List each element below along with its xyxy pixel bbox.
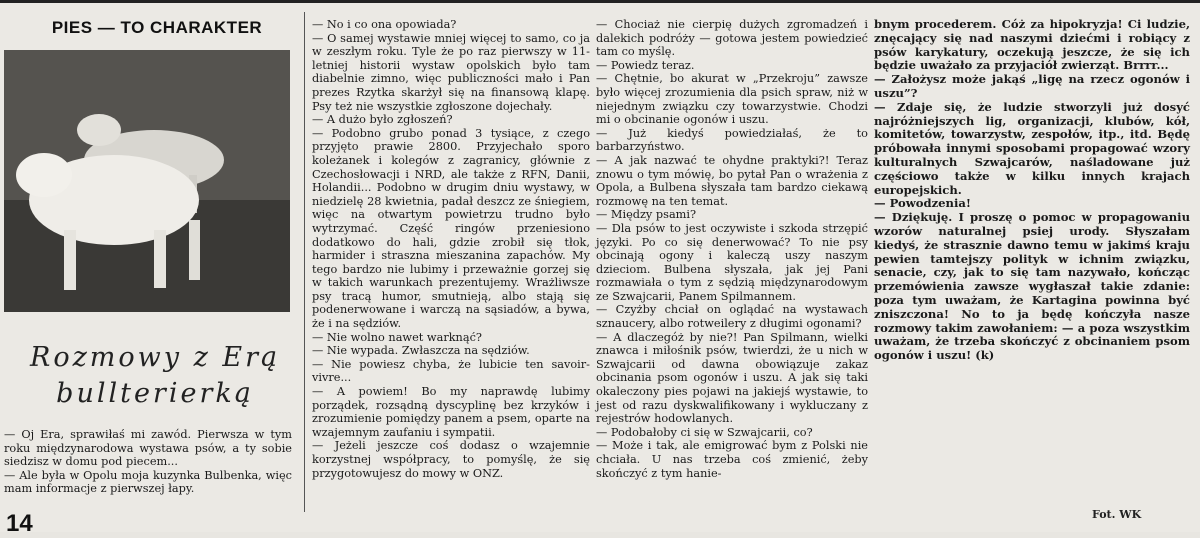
paragraph: — Podobno grubo ponad 3 tysiące, z czego przyjęto prawie 2800. Przyjechało sporo koleżanek i kolegów z zagranicy, głównie z Czechosłowacji i NRD, ale także z RFN, Danii, Holandii... Podobno w drugim dniu wystawy, w niedzielę 28 kwietnia, padał deszcz ze śniegiem, więc na otwartym powietrzu trudno było wytrzymać. Część ringów przeniesiono dodatkowo do hali, gdzie zrobił się tłok, harmider i straszna mieszanina zapachów. My tego bardzo nie lubimy i przeważnie gorzej się w takich warunkach prezentujemy. Wrażliwsze psy tracą humor, smutnieją, albo stają się podenerwowane i warczą na sąsiadów, a bywa, że i na sędziów. <box>312 126 590 331</box>
paragraph: — Dla psów to jest oczywiste i szkoda strzępić języki. Po co się denerwować? To nie psy obcinają ogony i kaleczą uszy naszym dzieciom. Bulbena słyszała, jak jej Pani rozmawiała o tym z sędzią międzynarodowym ze Szwajcarii, Panem Spilmannem. <box>596 221 868 303</box>
paragraph: — Nie wypada. Zwłaszcza na sędziów. <box>312 344 530 358</box>
paragraph: — O samej wystawie mniej więcej to samo, co ja w zeszłym roku. Tyle że po raz pierwszy w 11-letniej historii wystaw opolskich było tam diabelnie zimno, więc publiczności mało i Pan prezes Rzytka skarżył się na finansową klapę. Psy też nie wszystkie zgłoszone dojechały. <box>312 31 590 113</box>
article-title <box>30 340 280 412</box>
paragraph: — Podobałoby ci się w Szwajcarii, co? <box>596 425 813 439</box>
dog-head-front <box>16 153 72 197</box>
paragraph: — Dziękuję. I proszę o pomoc w propagowaniu wzorów naturalnej psiej urody. Słyszałam kiedyś, że strasznie dawno temu w jakimś kraju pewien tamtejszy polityk w ichnim związku, senacie, czy, jak to się tam nazywało, kończąc przemówienia zawsze wygłaszał takie zdanie: poza tym uważam, że Kartagina powinna być zniszczona! No to ja będę kończyła nasze rozmowy takim zawołaniem: — a poza wszystkim uważam, że trzeba skończyć z obcinaniem psom ogonów i uszu! (k) <box>874 210 1190 363</box>
paragraph: — Czyżby chciał on oglądać na wystawach sznaucery, albo rotweilery z długimi ogonami? <box>596 303 868 331</box>
paragraph: — Oj Era, sprawiłaś mi zawód. Pierwsza w tym roku międzynarodowa wystawa psów, a ty sobie siedzisz w domu pod piecem... <box>4 428 292 469</box>
paragraph: — A powiem! Bo my naprawdę lubimy porządek, rozsądną dyscyplinę bez krzyków i zrozumienie pomiędzy panem a psem, oparte na wzajemnym zaufaniu i sympatii. <box>312 385 590 439</box>
paragraph: — Między psami? <box>596 208 697 222</box>
article-headline: PIES — TO CHARAKTER <box>51 18 263 37</box>
paragraph: — Chociaż nie cierpię dużych zgromadzeń i dalekich podróży — gotowa jestem powiedzieć tam co myślę. <box>596 18 868 59</box>
paragraph: — Zdaje się, że ludzie stworzyli już dosyć najróżniejszych lig, organizacji, klubów, kół, komitetów, towarzystw, zespołów, itp., itd. Będę próbowała innymi sposobami propagować wzory kulturalnych Szwajcarów, naśladowane już częściowo także w kilku innych krajach europejskich. <box>874 99 1190 197</box>
top-rule <box>0 0 1200 3</box>
paragraph: — Już kiedyś powiedziałaś, że to barbarzyństwo. <box>596 126 868 154</box>
paragraph: — Powiedz teraz. <box>596 58 695 72</box>
column-4 <box>874 18 1190 363</box>
title-line-2: bullterierką <box>56 378 254 409</box>
bull-terrier-dogs-photo <box>4 50 290 312</box>
paragraph: — Może i tak, ale emigrować bym z Polski nie chciała. U nas trzeba coś zmienić, żeby skończyć z tym hanie- <box>596 439 868 480</box>
paragraph: — A dużo było zgłoszeń? <box>312 113 453 127</box>
paragraph: — Nie powiesz chyba, że lubicie ten savoir-vivre... <box>312 357 590 385</box>
page-number: 14 <box>6 510 33 537</box>
paragraph: bnym procederem. Cóż za hipokryzja! Ci ludzie, znęcający się nad naszymi dziećmi i robiący z psów karykatury, oczekują jeszcze, że się ich będzie uważało za przyjaciół zwierząt. Brrrr... <box>874 17 1190 73</box>
paragraph: — Założysz może jakąś „ligę na rzecz ogonów i uszu”? <box>874 72 1190 100</box>
paragraph: — Powodzenia! <box>874 196 971 211</box>
paragraph: — Chętnie, bo akurat w „Przekroju” zawsze było więcej zrozumienia dla psich spraw, niż w niejednym związku czy towarzystwie. Chodzi mi o obcinanie ogonów i uszu. <box>596 72 868 127</box>
photo-illustration <box>4 50 290 312</box>
column-divider <box>304 12 305 512</box>
paragraph: — A dlaczegóż by nie?! Pan Spilmann, wielki znawca i miłośnik psów, twierdzi, że u nich w Szwajcarii od dawna obowiązuje zakaz obcinania psom ogonów i uszu. A jak się taki okaleczony pies pojawi na jakiejś wystawie, to jest od razu dyskwalifikowany i wykluczany z rejestrów hodowlanych. <box>596 330 868 426</box>
column-3 <box>596 18 868 480</box>
column-1 <box>4 428 292 496</box>
paragraph: — Ale była w Opolu moja kuzynka Bulbenka, więc mam informacje z pierwszej łapy. <box>4 468 292 496</box>
title-line-1: Rozmowy z Erą <box>30 342 281 373</box>
paragraph: — Jeżeli jeszcze coś dodasz o wzajemnie korzystnej współpracy, to pomyślę, że się przygotowujesz do mowy w ONZ. <box>312 439 590 480</box>
photo-credit: Fot. WK <box>1092 508 1142 521</box>
column-2 <box>312 18 590 480</box>
dog-head-back <box>77 114 121 146</box>
paragraph: — A jak nazwać te ohydne praktyki?! Teraz znowu o tym mówię, bo pytał Pan o wrażenia z Opola, a Bulbena słyszała tam bardzo ciekawą rozmowę na ten temat. <box>596 153 868 208</box>
paragraph: — No i co ona opowiada? <box>312 18 457 31</box>
paragraph: — Nie wolno nawet warknąć? <box>312 330 482 344</box>
